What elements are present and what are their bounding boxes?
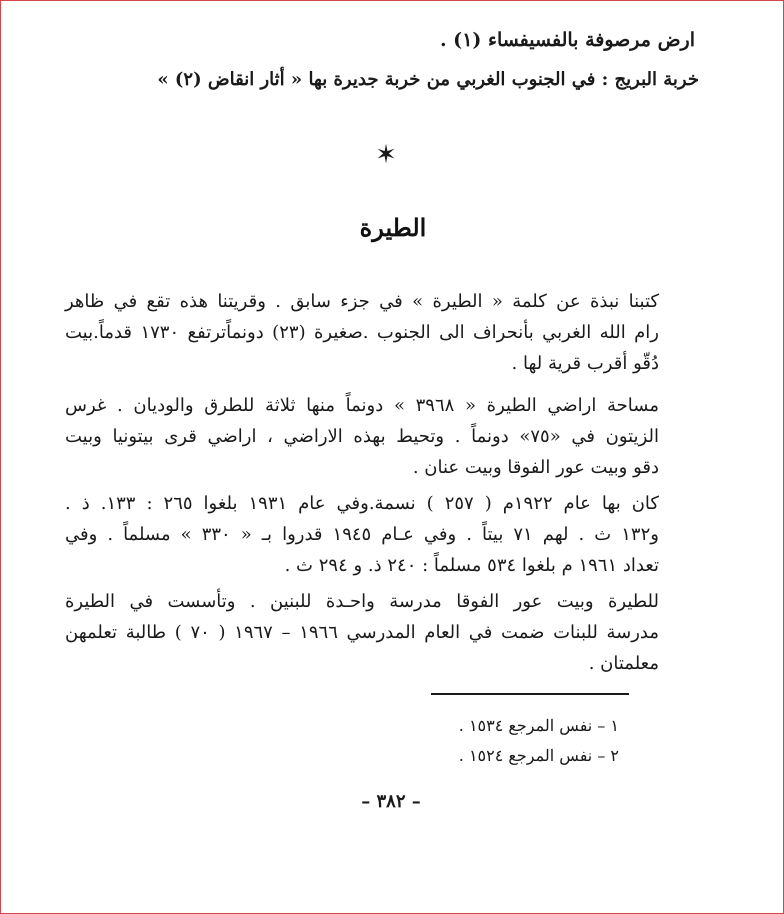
paragraph-line: تعداد ١٩٦١ م بلغوا ٥٣٤ مسلماً : ٢٤٠ ذ. و ٢٩٤ ث . — [284, 555, 659, 576]
paragraph-line: مساحة اراضي الطيرة « ٣٩٦٨ » دونماً منها ثلاثة للطرق والوديان . غرس — [65, 395, 659, 416]
paragraph-line: معلمتان . — [588, 653, 659, 674]
paragraph-line: و١٣٢ ث . لهم ٧١ بيتاً . وفي عـام ١٩٤٥ قدروا بـ « ٣٣٠ » مسلماً . وفي — [65, 524, 659, 545]
paragraph-line: كان بها عام ١٩٢٢م ( ٢٥٧ ) نسمة.وفي عام ١٩٣١ بلغوا ٢٦٥ : ١٣٣. ذ . — [65, 493, 659, 514]
section-separator-star-icon: ✶ — [375, 140, 397, 170]
paragraph-line: كتبنا نبذة عن كلمة « الطيرة » في جزء سابق . وقريتنا هذه تقع في ظاهر — [65, 291, 659, 312]
footnote: ١ – نفس المرجع ١٥٣٤ . — [458, 716, 619, 735]
paragraph-line: الزيتون في «٧٥» دونماً . وتحيط بهذه الاراضي ، اراضي قرى بيتونيا وبيت — [65, 426, 659, 447]
paragraph-line: دقو وبيت عور الفوقا وبيت عنان . — [412, 457, 659, 478]
site-entry-khirbet-al-burayj: خربة البريج : في الجنوب الغربي من خربة جديرة بها « أثار انقاض (٢) » — [157, 69, 699, 90]
paragraph-line: مدرسة للبنات ضمت في العام المدرسي ١٩٦٦ – ١٩٦٧ ( ٧٠ ) طالبة تعلمهن — [65, 622, 660, 643]
continuation-line: ارض مرصوفة بالفسيفساء (١) . — [439, 29, 695, 51]
paragraph-line: رام الله الغربي بأنحراف الى الجنوب .صغيرة (٢٣) دونماًترتفع ١٧٣٠ قدماً.بيت — [65, 322, 659, 343]
page-number: – ٣٨٢ – — [361, 791, 421, 812]
paragraph-line: دُقّو أقرب قرية لها . — [511, 353, 659, 374]
section-title: الطيرة — [359, 213, 427, 242]
footnote-rule — [431, 693, 629, 695]
paragraph-line: للطيرة وبيت عور الفوقا مدرسة واحـدة للبنين . وتأسست في الطيرة — [65, 591, 659, 612]
footnote: ٢ – نفس المرجع ١٥٢٤ . — [458, 746, 619, 765]
